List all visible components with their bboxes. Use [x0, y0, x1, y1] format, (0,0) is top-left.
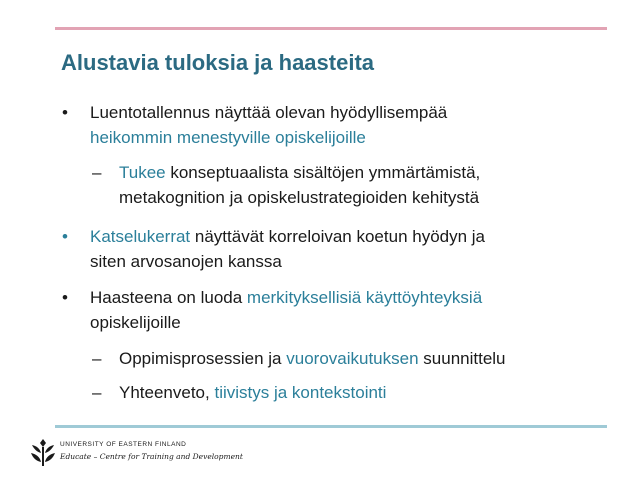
dash-marker: –: [92, 349, 102, 368]
bullet-1-line-1: Luentotallennus näyttää olevan hyödyllisempää: [90, 103, 448, 122]
slide-title: Alustavia tuloksia ja haasteita: [61, 50, 375, 75]
bullet-1-line-2: heikommin menestyville opiskelijoille: [90, 128, 366, 147]
highlight-text: Tukee: [119, 163, 166, 182]
university-name: UNIVERSITY OF EASTERN FINLAND: [60, 441, 187, 448]
university-logo-icon: [30, 437, 56, 467]
bottom-divider: [55, 425, 607, 428]
body-text: Yhteenveto,: [119, 383, 215, 402]
body-text: Oppimisprosessien ja: [119, 349, 287, 368]
bullet-marker: •: [62, 103, 68, 122]
body-text: konseptuaalista sisältöjen ymmärtämistä,: [165, 163, 481, 182]
body-text: Haasteena on luoda: [90, 288, 247, 307]
dash-marker: –: [92, 163, 102, 182]
sub-bullet-3-line-1: [119, 381, 386, 405]
bullet-2-line-2: siten arvosanojen kanssa: [90, 252, 282, 271]
highlight-text: tiivistys ja kontekstointi: [214, 383, 387, 402]
dash-marker: –: [92, 383, 102, 402]
bullet-marker: •: [62, 227, 68, 246]
body-text: näyttävät korreloivan koetun hyödyn ja: [190, 227, 486, 246]
highlight-text: vuorovaikutuksen: [286, 349, 419, 368]
highlight-text: merkityksellisiä käyttöyhteyksiä: [246, 288, 483, 307]
bullet-marker: •: [62, 288, 68, 307]
unit-name: Educate – Centre for Training and Development: [60, 452, 243, 461]
body-text: suunnittelu: [418, 349, 506, 368]
sub-bullet-1-line-2: metakognition ja opiskelustrategioiden kehitystä: [119, 188, 480, 207]
sub-bullet-2-line-1: [119, 347, 506, 371]
highlight-text: Katselukerrat: [90, 227, 191, 246]
bullet-2-line-1: [90, 225, 485, 249]
bullet-3-line-2: opiskelijoille: [90, 313, 181, 332]
bullet-3-line-1: [90, 286, 482, 310]
sub-bullet-1-line-1: [119, 161, 480, 185]
